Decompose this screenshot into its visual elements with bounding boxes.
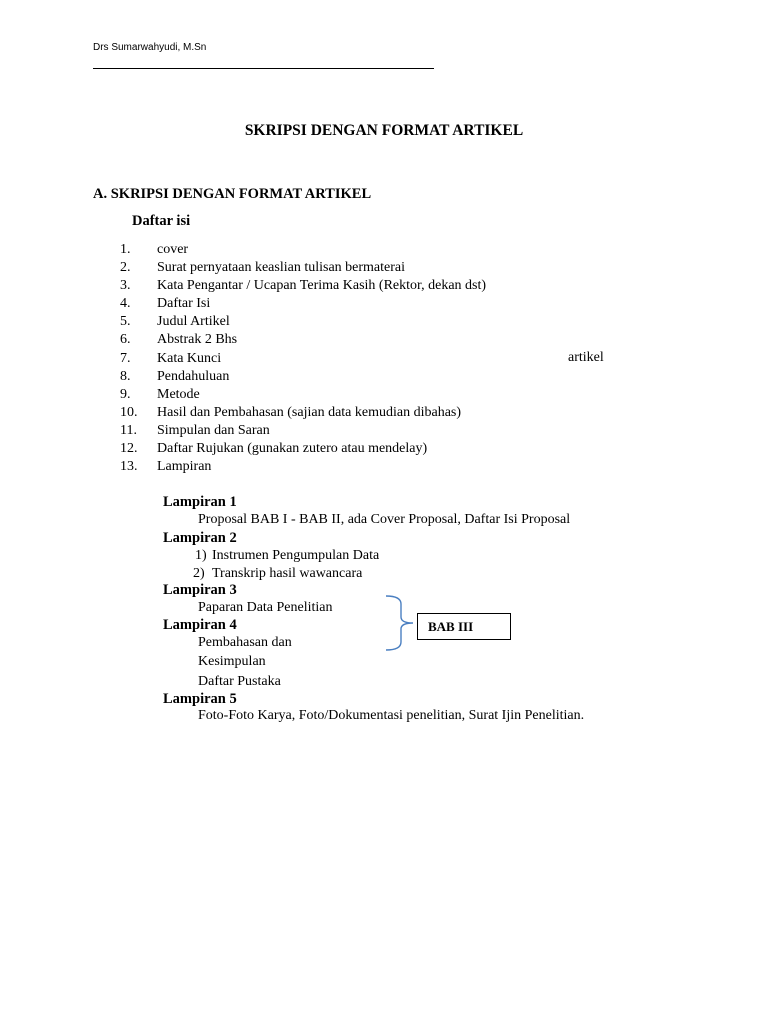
bab-iii-box bbox=[417, 613, 511, 640]
toc-item-number: 4. bbox=[120, 296, 131, 312]
toc-item-number: 2. bbox=[120, 260, 131, 276]
side-note-artikel: artikel bbox=[568, 350, 604, 365]
toc-item-text: Daftar Rujukan (gunakan zutero atau mendelay) bbox=[157, 441, 428, 457]
toc-item-number: 9. bbox=[120, 386, 131, 402]
lampiran-3-heading: Lampiran 3 bbox=[163, 582, 237, 598]
toc-item-number: 5. bbox=[120, 314, 131, 330]
toc-item-text: Surat pernyataan keaslian tulisan bermaterai bbox=[157, 260, 406, 276]
toc-item-number: 11. bbox=[120, 422, 137, 438]
lampiran-1-text: Proposal BAB I - BAB II, ada Cover Proposal, Daftar Isi Proposal bbox=[198, 512, 571, 527]
lampiran-2-item-text: Instrumen Pengumpulan Data bbox=[212, 548, 380, 563]
toc-item-text: Metode bbox=[157, 386, 200, 402]
section-heading: A. SKRIPSI DENGAN FORMAT ARTIKEL bbox=[93, 186, 372, 202]
toc-list bbox=[120, 241, 620, 476]
toc-item bbox=[120, 458, 620, 476]
lampiran-2-heading: Lampiran 2 bbox=[163, 530, 237, 546]
toc-item bbox=[120, 331, 620, 349]
toc-item-text: Pendahuluan bbox=[157, 368, 230, 384]
lampiran-1-heading: Lampiran 1 bbox=[163, 494, 237, 510]
toc-item bbox=[120, 277, 620, 295]
toc-item-number: 12. bbox=[120, 441, 138, 457]
toc-item bbox=[120, 295, 620, 313]
toc-item-number: 10. bbox=[120, 404, 138, 420]
toc-heading: Daftar isi bbox=[132, 213, 191, 229]
toc-item-number: 3. bbox=[120, 278, 131, 294]
lampiran-4-text: Pembahasan dan bbox=[198, 635, 292, 650]
toc-item-number: 13. bbox=[120, 459, 138, 475]
toc-item bbox=[120, 259, 620, 277]
bab-iii-label: BAB III bbox=[428, 619, 474, 634]
lampiran-2-item-number: 2) bbox=[193, 566, 205, 581]
toc-item-text: Kata Kunci bbox=[157, 350, 222, 366]
toc-item bbox=[120, 350, 620, 368]
toc-item bbox=[120, 241, 620, 259]
lampiran-2-item-text: Transkrip hasil wawancara bbox=[212, 566, 363, 581]
page-title: SKRIPSI DENGAN FORMAT ARTIKEL bbox=[244, 122, 524, 139]
toc-item-text: Simpulan dan Saran bbox=[157, 422, 270, 438]
toc-item-number: 7. bbox=[120, 350, 131, 366]
toc-item bbox=[120, 386, 620, 404]
toc-item-text: cover bbox=[157, 242, 189, 257]
lampiran-4-text: Kesimpulan bbox=[198, 654, 266, 669]
lampiran-5-text: Foto-Foto Karya, Foto/Dokumentasi penelitian, Surat Ijin Penelitian. bbox=[198, 708, 585, 723]
toc-item-text: Judul Artikel bbox=[157, 314, 230, 330]
toc-item-text: Lampiran bbox=[157, 459, 212, 475]
lampiran-4-heading: Lampiran 4 bbox=[163, 617, 237, 633]
toc-item-text: Hasil dan Pembahasan (sajian data kemudian dibahas) bbox=[157, 404, 462, 420]
toc-item bbox=[120, 440, 620, 458]
toc-item-text: Abstrak 2 Bhs bbox=[157, 332, 238, 348]
header-divider bbox=[93, 68, 434, 69]
toc-item-number: 6. bbox=[120, 332, 131, 348]
toc-item-number: 8. bbox=[120, 368, 131, 384]
toc-item bbox=[120, 404, 620, 422]
toc-item bbox=[120, 313, 620, 331]
lampiran-2-item-number: 1) bbox=[195, 548, 207, 563]
lampiran-4-text: Daftar Pustaka bbox=[198, 674, 281, 689]
curly-brace-icon bbox=[383, 594, 419, 652]
lampiran-3-text: Paparan Data Penelitian bbox=[198, 600, 333, 615]
toc-item bbox=[120, 368, 620, 386]
toc-item-text: Kata Pengantar / Ucapan Terima Kasih (Rektor, dekan dst) bbox=[157, 278, 487, 294]
toc-item-text: Daftar Isi bbox=[157, 296, 211, 312]
lampiran-5-heading: Lampiran 5 bbox=[163, 691, 237, 707]
toc-item bbox=[120, 422, 620, 440]
header-author: Drs Sumarwahyudi, M.Sn bbox=[93, 42, 207, 53]
toc-item-number: 1. bbox=[120, 242, 131, 257]
